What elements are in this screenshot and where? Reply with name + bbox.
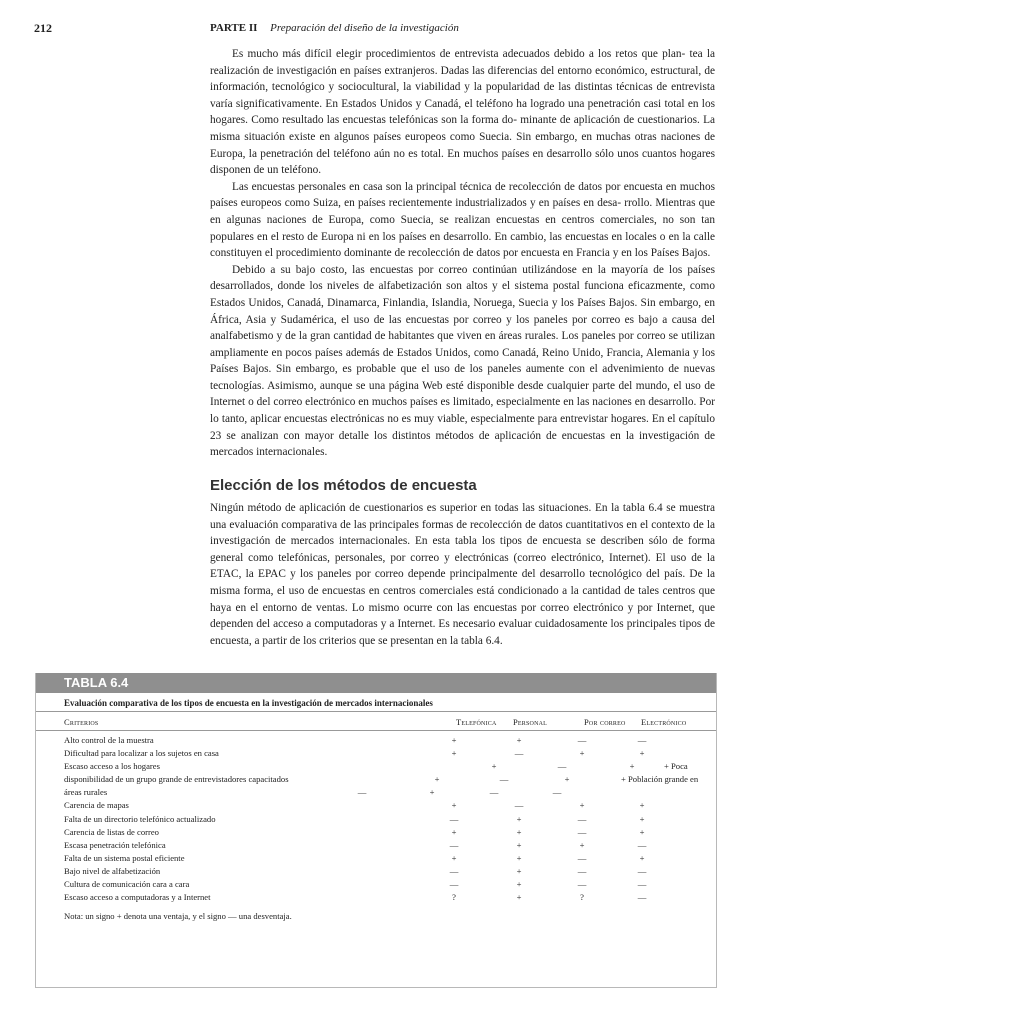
- table-row: [36, 800, 716, 813]
- evaluation-cell: —: [637, 892, 647, 903]
- criterion-cell: Carencia de mapas: [64, 800, 129, 811]
- table-body: [36, 731, 716, 905]
- page-number: 212: [34, 21, 52, 35]
- criterion-cell: Bajo nivel de alfabetización: [64, 865, 161, 876]
- evaluation-cell: —: [577, 852, 587, 863]
- evaluation-cell: +: [451, 748, 457, 759]
- evaluation-cell: +: [451, 735, 457, 745]
- evaluation-cell: —: [637, 735, 647, 745]
- evaluation-cell: +: [516, 839, 522, 850]
- evaluation-cell: +: [639, 813, 645, 824]
- criterion-cell: Escaso acceso a los hogares: [64, 761, 160, 772]
- evaluation-cell: +: [516, 892, 522, 903]
- evaluation-cell: +: [491, 761, 497, 772]
- header-personal: Personal: [513, 717, 547, 727]
- paragraph-2: Las encuestas personales en casa son la principal técnica de recolección de datos por encuesta en muchos países europeos como Suiza, en países recientemente industrializados y en países en desa- rrollo. Mientras que en algunas naciones de Europa, como Suecia, se realizan encuestas en centros comerciales, no son tan populares en el resto de Europa ni en los países en desarrollo. En cambio, las encuestas en locales o en la calle constituyen el procedimiento dominante de recolección de datos por encuesta en Francia y en los Países Bajos.: [210, 180, 715, 260]
- criterion-cell: Dificultad para localizar a los sujetos en casa: [64, 748, 219, 759]
- header-criterios: Criterios: [64, 717, 99, 727]
- evaluation-note-cell: + Población grande en: [621, 774, 699, 785]
- evaluation-cell: +: [579, 748, 585, 759]
- evaluation-cell: —: [577, 865, 587, 876]
- evaluation-cell: +: [579, 800, 585, 811]
- evaluation-cell: +: [639, 800, 645, 811]
- table-row: [36, 879, 716, 892]
- evaluation-cell: —: [514, 748, 524, 759]
- criterion-cell: disponibilidad de un grupo grande de entrevistadores capacitados: [64, 774, 289, 785]
- evaluation-cell: —: [489, 787, 499, 798]
- evaluation-cell: +: [429, 787, 435, 798]
- header-telefonica: Telefónica: [456, 717, 497, 727]
- table-row: [36, 814, 716, 827]
- evaluation-cell: +: [451, 826, 457, 837]
- evaluation-note-cell: + Poca: [664, 761, 688, 772]
- evaluation-cell: +: [516, 813, 522, 824]
- evaluation-cell: —: [514, 800, 524, 811]
- evaluation-cell: +: [451, 852, 457, 863]
- section-body: [210, 500, 715, 649]
- table-row: [36, 787, 716, 800]
- evaluation-cell: —: [499, 774, 509, 785]
- evaluation-cell: —: [637, 879, 647, 890]
- table-note: Nota: un signo + denota una ventaja, y el signo — una desventaja.: [64, 911, 292, 922]
- criterion-cell: Falta de un directorio telefónico actualizado: [64, 813, 216, 824]
- running-head: [210, 22, 459, 34]
- paragraph-1: Es mucho más difícil elegir procedimientos de entrevista adecuados debido a los retos que plan- tea la realización de investigación en países extranjeros. Dadas las diferencias del entorno económico, estructural, de información, tecnológico y sociocultural, la viabilidad y la popularidad de las distintas técnicas de entrevista varía significativamente. En Estados Unidos y Canadá, el teléfono ha logrado una penetración casi total en los hogares. Como resultado las encuestas telefónicas son la forma do- minante de aplicación de cuestionarios. La misma situación existe en algunos países europeos como Suecia. Sin embargo, en muchas otras naciones de Europa, la penetración del teléfono aún no es total. En muchos países en desarrollo sólo unos cuantos hogares disponen de un teléfono.: [210, 48, 715, 177]
- evaluation-cell: —: [449, 865, 459, 876]
- criterion-cell: Carencia de listas de correo: [64, 826, 159, 837]
- section-paragraph: Ningún método de aplicación de cuestionarios es superior en todas las situaciones. En la tabla 6.4 se muestra una evaluación comparativa de las principales formas de recolección de datos cuantitativos en el contexto de la investigación de mercados internacionales. En esta tabla los tipos de encuesta se describen sólo de forma general como telefónicas, personales, por correo y electrónicas (correo electrónico, Internet). El uso de la ETAC, la EPAC y los paneles por correo depende principalmente del desarrollo tecnológico del país. De la misma forma, el uso de encuestas en centros comerciales está condicionado a la cantidad de tales centros que haya en el entorno de ventas. Lo mismo ocurre con las encuestas por correo electrónico y por Internet, que dependen del acceso a computadoras y a Internet. Es necesario evaluar cuidadosamente los principales tipos de encuesta, a partir de los criterios que se presentan en la tabla 6.4.: [210, 502, 715, 647]
- evaluation-cell: +: [564, 774, 570, 785]
- paragraph-3: Debido a su bajo costo, las encuestas por correo continúan utilizándose en la mayoría de los países desarrollados, donde los niveles de alfabetización son altos y el sistema postal funciona eficazmente, como Estados Unidos, Canadá, Dinamarca, Finlandia, Islandia, Noruega, Suecia y los Países Bajos. Sin embargo, en África, Asia y Sudamérica, el uso de las encuestas por correo y los paneles por correo es bajo a causa del analfabetismo y de la gran cantidad de habitantes que viven en áreas rurales. Los paneles por correo se utilizan ampliamente en pocos países además de Estados Unidos, como Canadá, Reino Unido, Francia, Alemania y los Países Bajos. Sin embargo, es probable que el uso de los paneles aumente con el advenimiento de nuevas tecnologías. Asimismo, aunque se una página Web esté disponible desde cualquier parte del mundo, el uso de Internet o del correo electrónico en muchos países es limitado, especialmente en las naciones en desarrollo. Por lo tanto, aplicar encuestas electrónicas no es muy viable, especialmente para entrevistar hogares. En el capítulo 23 se analizan con mayor detalle los distintos métodos de aplicación de encuestas en la investigación de mercados internacionales.: [210, 263, 715, 459]
- evaluation-cell: —: [637, 865, 647, 876]
- table-row: [36, 853, 716, 866]
- table-row: [36, 761, 716, 774]
- evaluation-cell: —: [577, 735, 587, 745]
- evaluation-cell: +: [639, 826, 645, 837]
- evaluation-cell: +: [516, 865, 522, 876]
- evaluation-cell: +: [639, 748, 645, 759]
- evaluation-cell: —: [557, 761, 567, 772]
- criterion-cell: Cultura de comunicación cara a cara: [64, 879, 190, 890]
- running-head-subtitle: Preparación del diseño de la investigación: [270, 22, 459, 34]
- table-caption: Evaluación comparativa de los tipos de encuesta en la investigación de mercados internacionales: [36, 693, 716, 712]
- evaluation-cell: —: [449, 813, 459, 824]
- body-text: [210, 46, 715, 461]
- table-header-row: [36, 712, 716, 731]
- comparison-table: [35, 673, 717, 988]
- table-row: [36, 840, 716, 853]
- table-row: [36, 866, 716, 879]
- criterion-cell: Escaso acceso a computadoras y a Internet: [64, 892, 211, 903]
- criterion-cell: Falta de un sistema postal eficiente: [64, 852, 185, 863]
- evaluation-cell: ?: [580, 892, 584, 903]
- table-row: [36, 827, 716, 840]
- header-electronico: Electrónico: [641, 717, 687, 727]
- evaluation-cell: +: [639, 852, 645, 863]
- evaluation-cell: —: [357, 787, 367, 798]
- evaluation-cell: —: [577, 826, 587, 837]
- table-row: [36, 774, 716, 787]
- evaluation-cell: —: [577, 879, 587, 890]
- table-label: TABLA 6.4: [36, 673, 716, 693]
- evaluation-cell: +: [434, 774, 440, 785]
- criterion-cell: Alto control de la muestra: [64, 735, 154, 745]
- evaluation-cell: +: [516, 735, 522, 745]
- evaluation-cell: ?: [452, 892, 456, 903]
- evaluation-cell: —: [637, 839, 647, 850]
- evaluation-cell: —: [577, 813, 587, 824]
- header-por-correo: Por correo: [584, 717, 626, 727]
- criterion-cell: Escasa penetración telefónica: [64, 839, 166, 850]
- evaluation-cell: —: [449, 839, 459, 850]
- evaluation-cell: +: [516, 826, 522, 837]
- evaluation-cell: +: [516, 879, 522, 890]
- criterion-cell: áreas rurales: [64, 787, 108, 798]
- evaluation-cell: +: [629, 761, 635, 772]
- evaluation-cell: —: [449, 879, 459, 890]
- table-row: [36, 748, 716, 761]
- evaluation-cell: +: [516, 852, 522, 863]
- running-head-part: PARTE II: [210, 22, 258, 34]
- section-heading: Elección de los métodos de encuesta: [210, 477, 477, 494]
- table-row: [36, 735, 716, 748]
- evaluation-cell: —: [552, 787, 562, 798]
- table-row: [36, 892, 716, 905]
- evaluation-cell: +: [451, 800, 457, 811]
- evaluation-cell: +: [579, 839, 585, 850]
